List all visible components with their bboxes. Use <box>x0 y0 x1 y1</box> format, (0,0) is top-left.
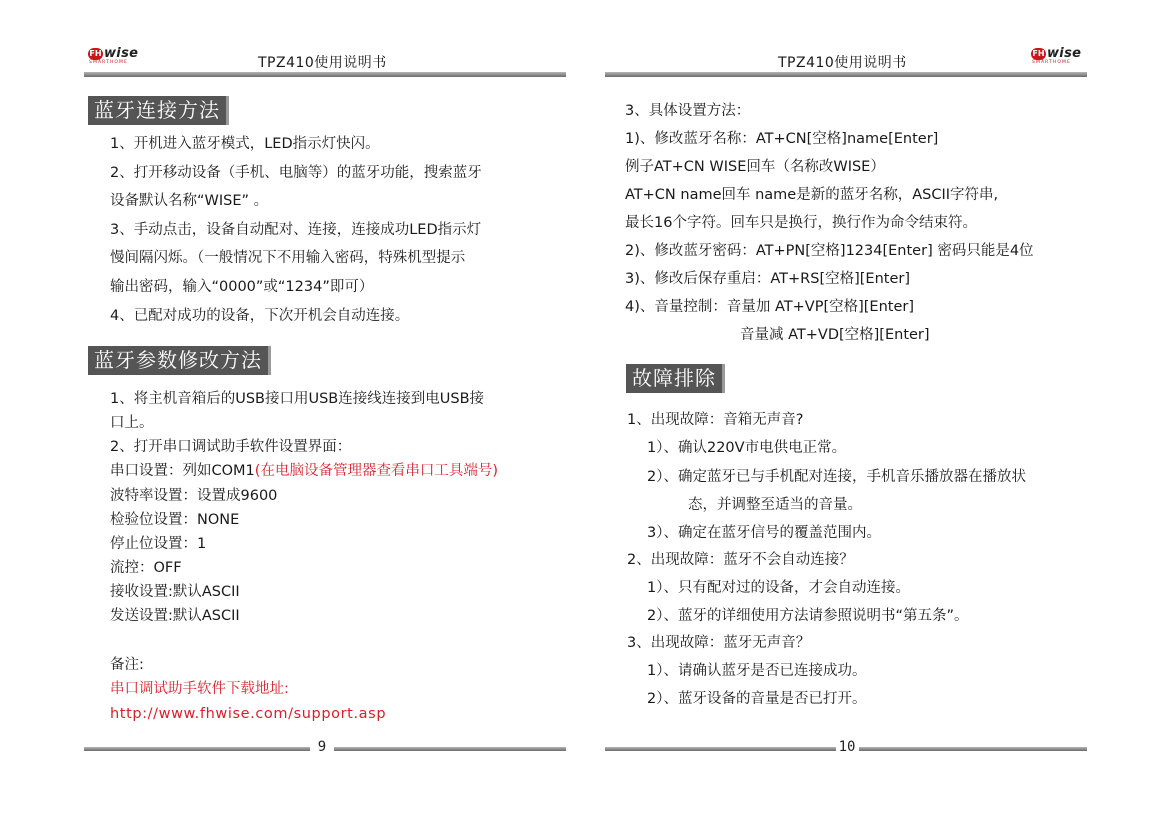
fault-3: 3、出现故障：蓝牙无声音？ <box>627 635 811 651</box>
section-title-bluetooth-parameters: 蓝牙参数修改方法 <box>88 346 271 375</box>
fault-1-fix-2: 2）、确定蓝牙已与手机配对连接，手机音乐播放器在播放状 <box>647 469 1026 485</box>
running-title: TPZ410使用说明书 <box>778 55 907 71</box>
download-label: 串口调试助手软件下载地址: <box>110 681 289 697</box>
param-step-1-cont: 口上。 <box>110 415 154 431</box>
serial-port-setting: 串口设置：列如COM1(在电脑设备管理器查看串口工具端号) <box>110 463 499 479</box>
left-page <box>0 0 584 833</box>
param-step-1: 1、将主机音箱后的USB接口用USB连接线连接到电USB接 <box>110 391 485 407</box>
fault-2-fix-2: 2）、蓝牙的详细使用方法请参照说明书“第五条”。 <box>647 608 969 624</box>
stop-bit-setting: 停止位设置：1 <box>110 536 207 552</box>
volume-up-command: 4)、音量控制：音量加 AT+VP[空格][Enter] <box>625 299 915 315</box>
rename-command: 1)、修改蓝牙名称：AT+CN[空格]name[Enter] <box>625 131 939 147</box>
volume-down-command: 音量减 AT+VD[空格][Enter] <box>740 327 930 343</box>
footer-rule-left <box>605 747 836 751</box>
right-page <box>585 0 1169 833</box>
download-link[interactable]: http://www.fhwise.com/support.asp <box>110 706 387 722</box>
serial-port-note: (在电脑设备管理器查看串口工具端号) <box>254 463 499 479</box>
section-title-troubleshooting: 故障排除 <box>626 364 725 393</box>
connection-step-2-cont: 设备默认名称“WISE” 。 <box>110 193 269 209</box>
connection-step-1: 1、开机进入蓝牙模式，LED指示灯快闪。 <box>110 136 380 152</box>
rename-limit: 最长16个字符。回车只是换行，换行作为命令结束符。 <box>625 215 977 231</box>
fault-2: 2、出现故障：蓝牙不会自动连接？ <box>627 552 854 568</box>
fault-3-fix-1: 1）、请确认蓝牙是否已连接成功。 <box>647 663 867 679</box>
footer-rule-right <box>334 747 566 751</box>
settings-intro: 3、具体设置方法： <box>625 103 751 119</box>
fault-1: 1、出现故障：音箱无声音? <box>627 412 804 428</box>
fault-1-fix-3: 3）、确定在蓝牙信号的覆盖范围内。 <box>647 525 881 541</box>
fault-1-fix-2-cont: 态，并调整至适当的音量。 <box>688 497 862 513</box>
password-command: 2)、修改蓝牙密码：AT+PN[空格]1234[Enter] 密码只能是4位 <box>625 243 1034 259</box>
fault-1-fix-1: 1）、确认220V市电供电正常。 <box>647 440 847 456</box>
receive-setting: 接收设置:默认ASCII <box>110 584 240 600</box>
page-number: 9 <box>317 739 327 755</box>
running-title: TPZ410使用说明书 <box>258 55 387 71</box>
rename-example: 例子AT+CN WISE回车（名称改WISE） <box>625 159 885 175</box>
flow-control-setting: 流控：OFF <box>110 560 182 576</box>
fhwise-logo: FH wise SMARTHOME <box>1032 46 1082 65</box>
fault-2-fix-1: 1）、只有配对过的设备，才会自动连接。 <box>647 580 910 596</box>
param-step-2: 2、打开串口调试助手软件设置界面： <box>110 439 352 455</box>
page-number: 10 <box>838 739 856 755</box>
header-rule <box>605 72 1087 77</box>
connection-step-3: 3、手动点击，设备自动配对、连接，连接成功LED指示灯 <box>110 222 482 238</box>
fhwise-logo: FH wise SMARTHOME <box>89 46 139 65</box>
header-rule <box>84 72 566 77</box>
connection-step-4: 4、已配对成功的设备，下次开机会自动连接。 <box>110 308 410 324</box>
connection-step-3-cont: 慢间隔闪烁。（一般情况下不用输入密码，特殊机型提示 <box>110 250 466 266</box>
save-restart-command: 3)、修改后保存重启：AT+RS[空格][Enter] <box>625 271 911 287</box>
parity-setting: 检验位设置：NONE <box>110 512 240 528</box>
rename-description: AT+CN name回车 name是新的蓝牙名称，ASCII字符串, <box>625 187 999 203</box>
fault-3-fix-2: 2）、蓝牙设备的音量是否已打开。 <box>647 691 867 707</box>
note-label: 备注: <box>110 657 144 673</box>
footer-rule-right <box>859 747 1087 751</box>
connection-step-2: 2、打开移动设备（手机、电脑等）的蓝牙功能，搜索蓝牙 <box>110 165 482 181</box>
send-setting: 发送设置:默认ASCII <box>110 608 240 624</box>
connection-step-3-cont2: 输出密码，输入“0000”或“1234”即可） <box>110 279 374 295</box>
section-title-bluetooth-connection: 蓝牙连接方法 <box>88 96 229 125</box>
footer-rule-left <box>84 747 310 751</box>
baud-rate-setting: 波特率设置：设置成9600 <box>110 488 278 504</box>
